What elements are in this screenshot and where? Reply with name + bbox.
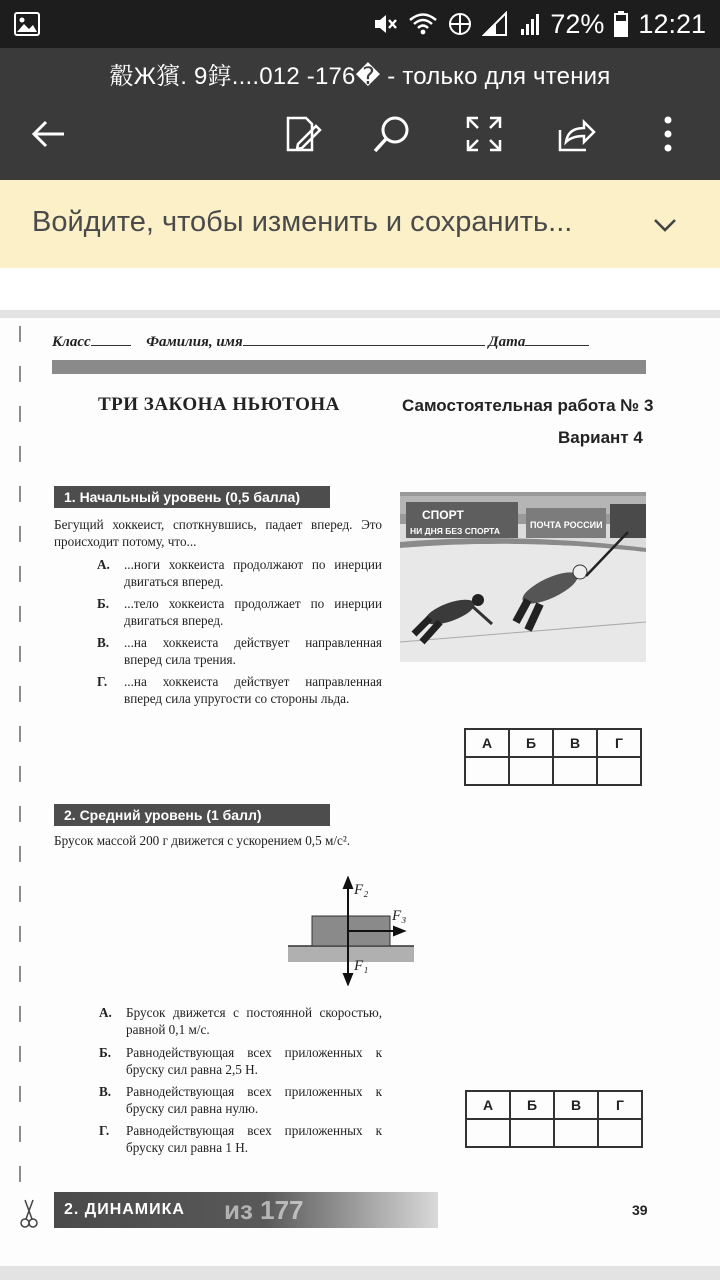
document-page[interactable] [0,318,720,1266]
q2-option-g [99,1122,382,1156]
q2-answer-table [465,1090,643,1148]
sign-in-banner-text: Войдите, чтобы изменить и сохранить... [32,206,573,238]
force-f2-label: F₂ [354,882,369,898]
clock: 12:21 [638,8,706,39]
answer-cell-g[interactable] [598,1119,642,1147]
document-title: 觳Ж獱. 9錞....012 -176� - только для чтения [109,63,611,90]
page-counter-overlay: из 177 [224,1195,304,1225]
student-header [52,334,642,351]
answer-cell-b[interactable] [509,757,553,785]
answer-header-b: Б [510,1091,554,1119]
q1-text: Бегущий хоккеист, споткнувшись, падает вперед. Это происходит потому, что... [54,517,382,549]
photo-banner-sport: СПОРТ [422,508,464,522]
answer-cell-v[interactable] [553,757,597,785]
battery-icon [614,11,628,37]
page-title: ТРИ ЗАКОНА НЬЮТОНА [98,394,340,415]
q2-text: Брусок массой 200 г движется с ускорением 0,5 м/с². [54,833,351,848]
hockey-player-photo [400,492,646,662]
q2-level-label: 2. Средний уровень (1 балл) [54,804,330,826]
chevron-down-icon[interactable] [652,212,678,243]
previous-page-bottom [0,268,720,310]
q2-option-a [99,1004,382,1038]
q2-option-v [99,1083,382,1117]
more-options-icon[interactable] [648,114,688,154]
gallery-notification-icon [14,12,40,41]
margin-cut-line [18,326,24,1226]
status-bar [0,0,720,48]
photo-banner-post: ПОЧТА РОССИИ [530,520,603,530]
option-letter: В. [99,1084,112,1099]
force-diagram [286,876,416,986]
section-footer: 2. ДИНАМИКА [54,1192,438,1228]
q1-option-g [97,673,382,707]
option-letter: Б. [97,596,110,611]
answer-cell-a[interactable] [465,757,509,785]
answer-header-b: Б [509,729,553,757]
option-letter: Б. [99,1045,112,1060]
option-text: Брусок движется с постоянной скоростью, равной 0,1 м/с. [126,1005,382,1037]
option-letter: Г. [99,1123,110,1138]
globe-icon [448,12,472,36]
wifi-icon [408,11,438,37]
q1-option-a [97,556,382,590]
scissors-icon [20,1198,38,1233]
answer-header-a: А [465,729,509,757]
answer-header-a: А [466,1091,510,1119]
q1-answer-table [464,728,642,786]
share-icon[interactable] [556,114,596,154]
option-letter: В. [97,635,110,650]
q1-level-label: 1. Начальный уровень (0,5 балла) [54,486,330,508]
answer-header-v: В [554,1091,598,1119]
option-text: ...на хоккеиста действует направленная вперед сила упругости со стороны льда. [124,674,382,706]
page-gap-bottom [0,1266,720,1280]
page-number: 39 [632,1202,648,1218]
fullscreen-icon[interactable] [464,114,504,154]
name-label: Фамилия, имя [146,334,243,350]
answer-cell-b[interactable] [510,1119,554,1147]
option-letter: А. [99,1005,112,1020]
q1-option-v [97,634,382,668]
option-text: Равнодействующая всех приложенных к бруску сил равна нулю. [126,1084,382,1116]
answer-cell-v[interactable] [554,1119,598,1147]
answer-header-g: Г [598,1091,642,1119]
sign-in-banner[interactable] [0,180,720,268]
option-text: ...ноги хоккеиста продолжают по инерции двигаться вперед. [124,557,382,589]
q1-option-b [97,595,382,629]
answer-header-g: Г [597,729,641,757]
mute-icon [372,11,398,37]
back-arrow-icon[interactable] [28,114,68,154]
option-letter: А. [97,557,110,572]
work-title: Самостоятельная работа № 3 [402,396,654,415]
edit-icon[interactable] [282,114,322,154]
photo-banner-slogan: НИ ДНЯ БЕЗ СПОРТА [410,526,500,536]
app-bar [0,48,720,180]
search-icon[interactable] [372,114,412,154]
force-f1-label: F₁ [354,958,369,974]
header-divider [52,360,646,374]
variant-label: Вариант 4 [558,428,643,447]
option-letter: Г. [97,674,108,689]
option-text: Равнодействующая всех приложенных к бруску сил равна 1 Н. [126,1123,382,1155]
signal-bars-icon [520,11,540,37]
force-f3-label: F₃ [392,908,407,924]
option-text: Равнодействующая всех приложенных к бруску сил равна 2,5 Н. [126,1045,382,1077]
signal-icon [482,11,510,37]
option-text: ...тело хоккеиста продолжает по инерции двигаться вперед. [124,596,382,628]
q2-option-b [99,1044,382,1078]
answer-header-v: В [553,729,597,757]
date-label: Дата [488,334,526,350]
battery-percent: 72% [550,8,605,39]
answer-cell-a[interactable] [466,1119,510,1147]
page-gap [0,310,720,318]
class-label: Класс [52,334,91,350]
option-text: ...на хоккеиста действует направленная вперед сила трения. [124,635,382,667]
answer-cell-g[interactable] [597,757,641,785]
